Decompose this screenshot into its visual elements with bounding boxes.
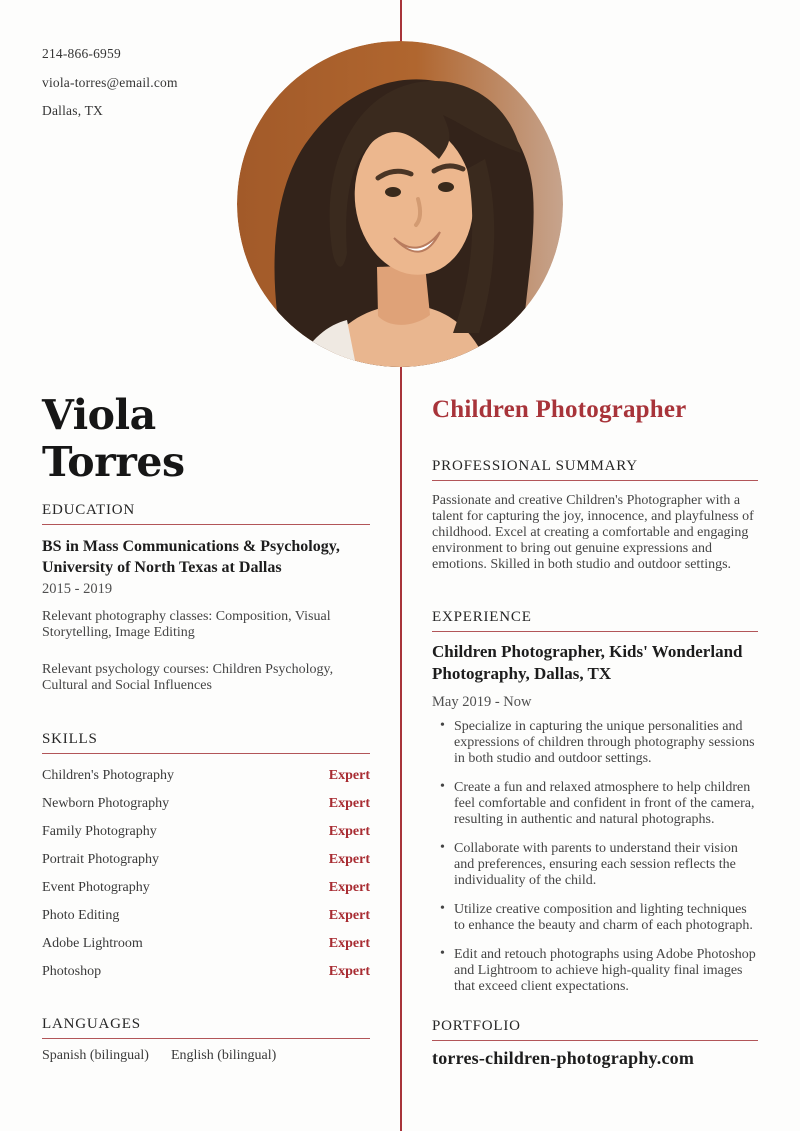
experience-bullet: • Edit and retouch photographs using Adobe Photoshop and Lightroom to achieve high-quality final images that exceed client expectations. xyxy=(432,947,758,995)
skill-row xyxy=(42,790,370,818)
summary-text: Passionate and creative Children's Photographer with a talent for capturing the joy, innocence, and playfulness of childhood. Excel at creating a comfortable and engaging environment to bring out genuine expressions and emotions. Skilled in both studio and outdoor settings. xyxy=(432,493,754,572)
experience-dates: May 2019 - Now xyxy=(432,694,532,710)
skill-level: Expert xyxy=(328,824,370,839)
profile-photo xyxy=(237,41,563,367)
experience-bullet: • Utilize creative composition and lighting techniques to enhance the beauty and charm of each photograph. xyxy=(432,902,758,934)
section-heading-portfolio: PORTFOLIO xyxy=(432,1018,758,1041)
skill-row xyxy=(42,958,370,986)
skill-label: Family Photography xyxy=(42,824,157,839)
skill-label: Portrait Photography xyxy=(42,852,160,867)
skill-label: Photo Editing xyxy=(42,908,120,923)
skill-level: Expert xyxy=(328,936,370,951)
skill-row xyxy=(42,902,370,930)
languages-list xyxy=(42,1048,370,1064)
skill-row xyxy=(42,818,370,846)
section-heading-education: EDUCATION xyxy=(42,502,370,525)
location-text: Dallas, TX xyxy=(42,103,103,118)
skill-level: Expert xyxy=(328,768,370,783)
skill-row xyxy=(42,846,370,874)
experience-bullets xyxy=(432,719,758,1008)
skill-label: Newborn Photography xyxy=(42,796,170,811)
skills-list xyxy=(42,762,370,986)
section-heading-summary: PROFESSIONAL SUMMARY xyxy=(432,458,758,481)
contact-info xyxy=(42,40,178,126)
phone-number: 214-866-6959 xyxy=(42,46,121,61)
experience-bullet: • Collaborate with parents to understand their vision and preferences, ensuring each session reflects the individuality of the child. xyxy=(432,841,758,889)
skill-label: Photoshop xyxy=(42,964,102,979)
education-note-photography: Relevant photography classes: Composition, Visual Storytelling, Image Editing xyxy=(42,609,331,640)
education-note-psychology: Relevant psychology courses: Children Psychology, Cultural and Social Influences xyxy=(42,662,334,693)
candidate-name xyxy=(42,392,370,486)
experience-bullet: • Create a fun and relaxed atmosphere to help children feel comfortable and confident in front of the camera, resulting in authentic and natural photographs. xyxy=(432,780,758,828)
job-title: Children Photographer xyxy=(432,396,687,423)
section-heading-skills: SKILLS xyxy=(42,731,370,754)
skill-level: Expert xyxy=(328,796,370,811)
skill-level: Expert xyxy=(328,852,370,867)
skill-level: Expert xyxy=(328,908,370,923)
skill-label: Children's Photography xyxy=(42,768,175,783)
section-heading-languages: LANGUAGES xyxy=(42,1016,370,1039)
headshot-illustration xyxy=(237,41,563,367)
skill-label: Event Photography xyxy=(42,880,150,895)
education-dates: 2015 - 2019 xyxy=(42,581,113,597)
skill-row xyxy=(42,930,370,958)
candidate-first-name: Viola xyxy=(42,391,156,439)
skill-level: Expert xyxy=(328,880,370,895)
language-item: Spanish (bilingual) xyxy=(42,1048,149,1063)
skill-label: Adobe Lightroom xyxy=(42,936,143,951)
language-item: English (bilingual) xyxy=(170,1048,277,1063)
skill-level: Expert xyxy=(328,964,370,979)
portfolio-url[interactable]: torres-children-photography.com xyxy=(432,1048,695,1068)
experience-bullet: • Specialize in capturing the unique personalities and expressions of children through photography sessions in both studio and outdoor settings. xyxy=(432,719,758,767)
email-address[interactable]: viola-torres@email.com xyxy=(42,74,178,90)
section-heading-experience: EXPERIENCE xyxy=(432,609,758,632)
experience-position: Children Photographer, Kids' Wonderland Photography, Dallas, TX xyxy=(432,642,743,683)
candidate-last-name: Torres xyxy=(42,438,185,486)
education-degree: BS in Mass Communications & Psychology, University of North Texas at Dallas xyxy=(42,538,340,576)
skill-row xyxy=(42,874,370,902)
skill-row xyxy=(42,762,370,790)
